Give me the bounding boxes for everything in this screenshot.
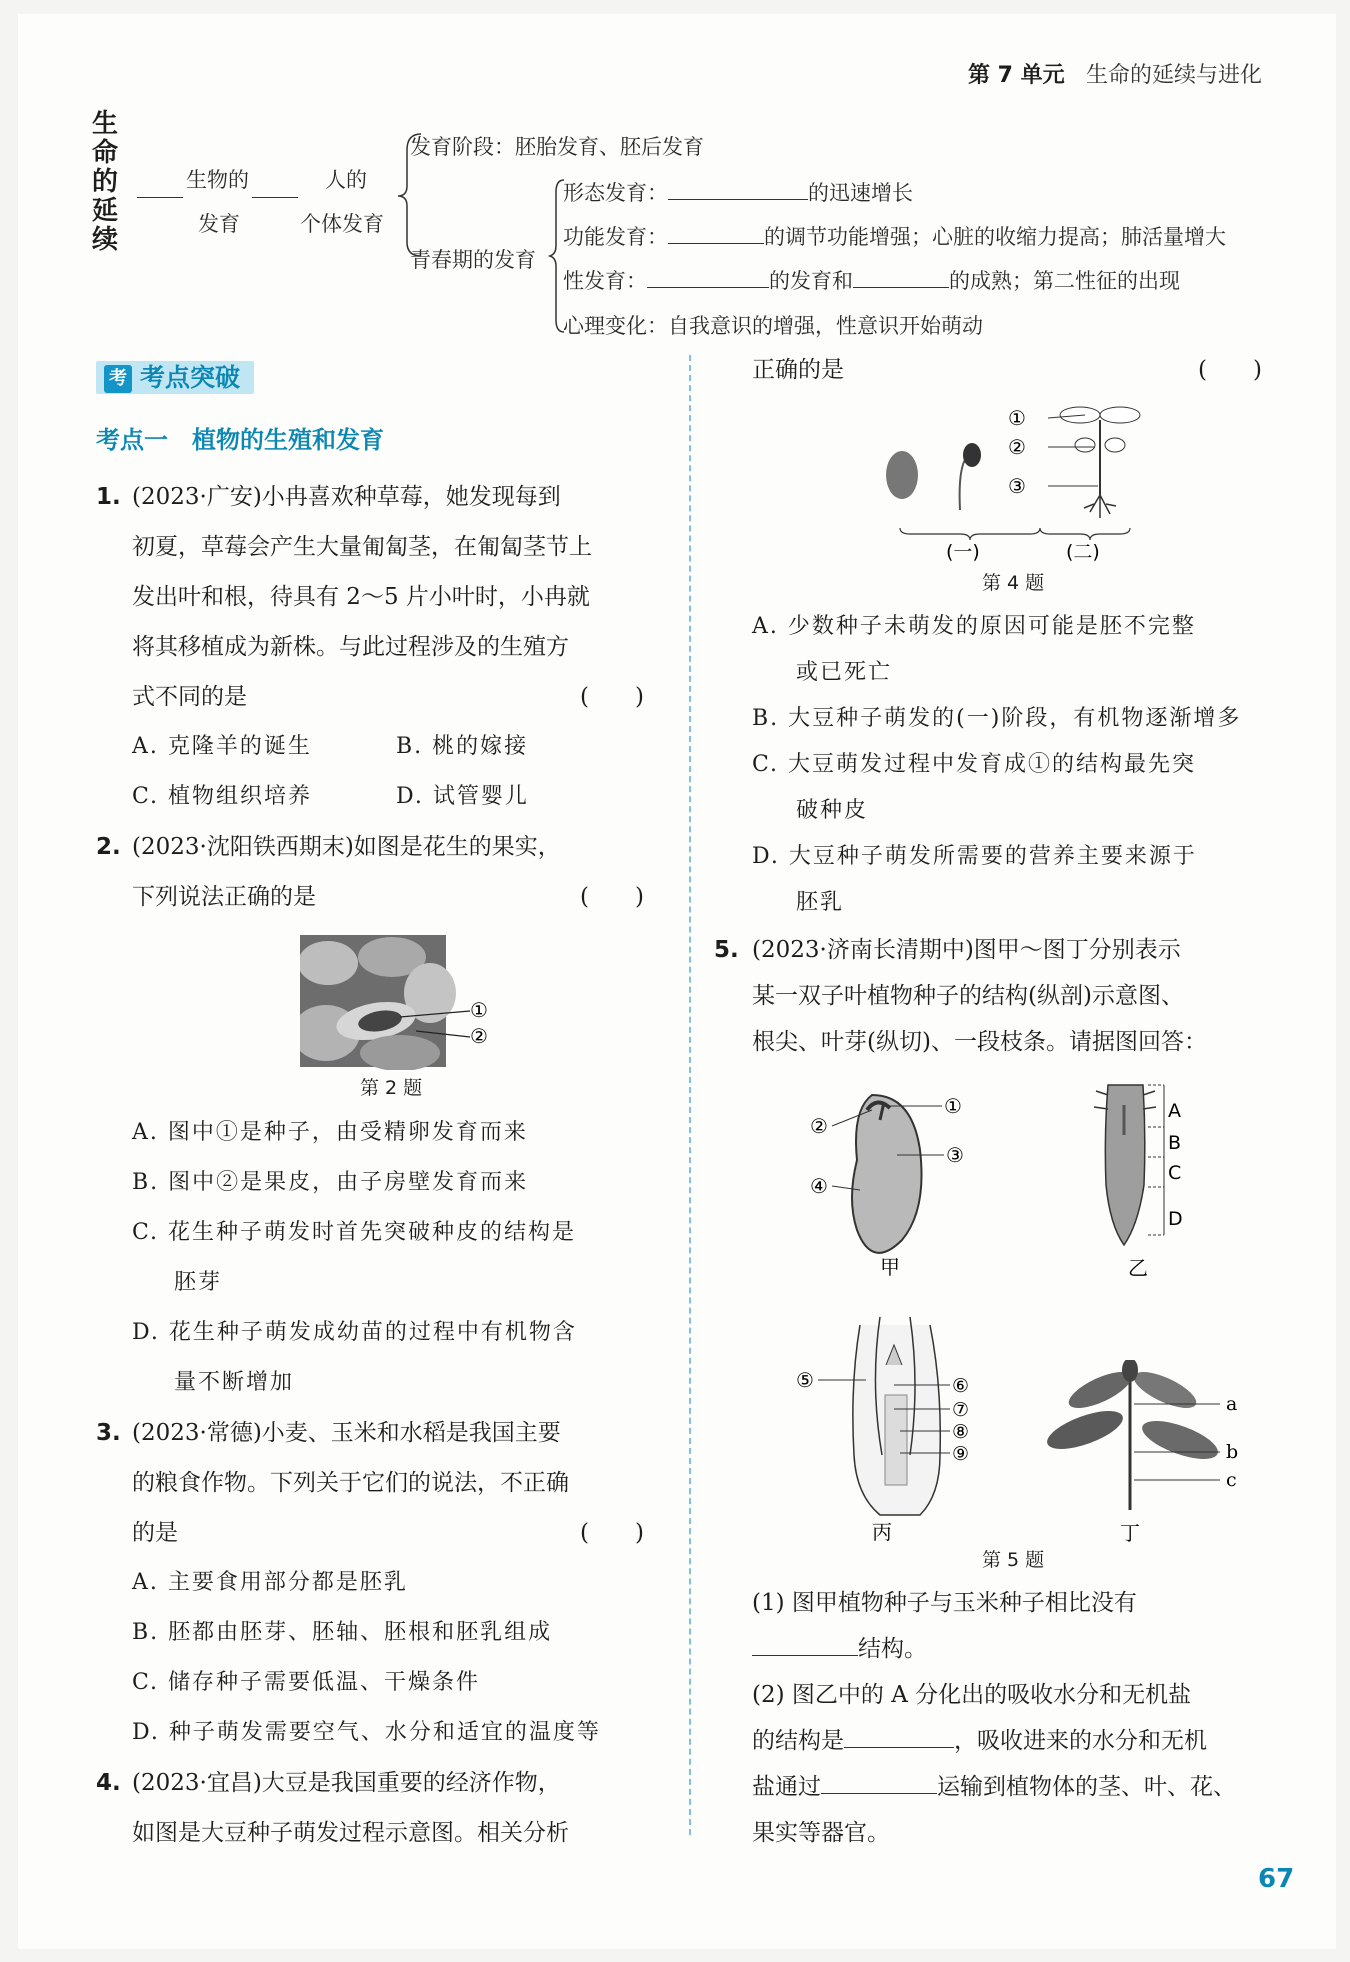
option-d-cont: 胚乳 [796,890,845,915]
connector [137,197,183,198]
fig-label: ② [810,1114,828,1138]
subq-1: (1) 图甲植物种子与玉米种子相比没有 [752,1590,1137,1616]
section-icon: 考 [104,365,132,393]
column-divider [689,355,691,1835]
option-c-cont: 胚芽 [174,1270,223,1295]
peanut-figure [300,935,500,1070]
option-a[interactable]: A. 少数种子未萌发的原因可能是胚不完整 [752,614,1196,639]
figure-caption: 第 4 题 [982,572,1045,594]
root-tip-diagram [1088,1075,1208,1285]
subq-2-line3: 盐通过 运输到植物体的茎、叶、花、 [752,1774,1236,1800]
fig-label: C [1168,1162,1182,1184]
page-number: 67 [1258,1864,1295,1894]
fig-name: 丁 [1120,1521,1140,1545]
stage-label: (二) [1066,541,1100,563]
answer-paren[interactable]: ( ) [580,884,644,910]
answer-blank[interactable] [844,1746,954,1748]
answer-blank[interactable] [752,1654,858,1656]
sex-line: 性发育： 的发育和 的成熟；第二性征的出现 [563,269,1180,293]
fig-label: ③ [946,1143,964,1167]
answer-blank[interactable] [821,1792,937,1794]
puberty-label: 青春期的发育 [410,248,536,272]
kp1-heading: 考点一 植物的生殖和发育 [96,426,384,454]
option-b[interactable]: B. 桃的嫁接 [396,734,529,759]
func-line: 功能发育： 的调节功能增强；心脏的收缩力提高；肺活量增大 [563,225,1226,249]
fig-label: ⑨ [952,1443,970,1465]
option-a[interactable]: A. 图中①是种子，由受精卵发育而来 [132,1120,528,1145]
fig-label: ③ [1008,474,1026,498]
option-d[interactable]: D. 大豆种子萌发所需要的营养主要来源于 [752,844,1197,869]
answer-paren[interactable]: ( ) [580,684,644,710]
branch-diagram [1030,1360,1260,1545]
option-b[interactable]: B. 大豆种子萌发的(一)阶段，有机物逐渐增多 [752,706,1242,731]
subq-2-line2: 的结构是 ，吸收进来的水分和无机 [752,1728,1207,1754]
unit-label: 第 7 单元 [968,63,1065,88]
fig-label: a [1226,1393,1238,1415]
fig-label: ④ [810,1174,828,1198]
fig-label: b [1226,1441,1239,1463]
option-a[interactable]: A. 克隆羊的诞生 [132,734,312,759]
option-a[interactable]: A. 主要食用部分都是胚乳 [132,1570,408,1595]
blank-field[interactable] [853,286,949,288]
subq-2: (2) 图乙中的 A 分化出的吸收水分和无机盐 [752,1682,1192,1708]
fig-name: 乙 [1128,1256,1148,1280]
leaf-bud-diagram [790,1305,990,1545]
morph-line: 形态发育： 的迅速增长 [563,181,913,205]
blank-field[interactable] [647,286,769,288]
figure-caption: 第 2 题 [360,1077,423,1099]
option-d[interactable]: D. 花生种子萌发成幼苗的过程中有机物含 [132,1320,577,1345]
unit-title: 生命的延续与进化 [1086,63,1263,88]
bio-dev-label: 生物的 [186,168,249,192]
soybean-figure [880,400,1160,570]
option-a-cont: 或已死亡 [796,660,893,685]
bio-dev-label-2: 发育 [198,212,240,236]
option-c[interactable]: C. 花生种子萌发时首先突破种皮的结构是 [132,1220,577,1245]
subq-2-line4: 果实等器官。 [752,1820,890,1846]
option-c[interactable]: C. 大豆萌发过程中发育成①的结构最先突 [752,752,1197,777]
fig-label: D [1168,1208,1183,1230]
blank-field[interactable] [668,242,764,244]
option-c[interactable]: C. 储存种子需要低温、干燥条件 [132,1670,481,1695]
answer-paren[interactable]: ( ) [1198,357,1262,383]
option-c-cont: 破种皮 [796,798,869,823]
connector [252,197,298,198]
fig-label: ② [1008,435,1026,459]
option-d[interactable]: D. 种子萌发需要空气、水分和适宜的温度等 [132,1720,601,1745]
human-label: 人的 [325,168,367,192]
option-b[interactable]: B. 胚都由胚芽、胚轴、胚根和胚乳组成 [132,1620,553,1645]
fig-name: 甲 [880,1255,900,1279]
option-d[interactable]: D. 试管婴儿 [396,784,529,809]
fig-label: B [1168,1132,1182,1154]
option-d-cont: 量不断增加 [174,1370,295,1395]
psych-line: 心理变化：自我意识的增强，性意识开始萌动 [563,314,983,338]
option-b[interactable]: B. 图中②是果皮，由子房壁发育而来 [132,1170,529,1195]
fig-label: ⑥ [952,1375,970,1397]
dev-stage: 发育阶段：胚胎发育、胚后发育 [410,135,704,159]
answer-paren[interactable]: ( ) [580,1520,644,1546]
figure-caption: 第 5 题 [982,1549,1045,1571]
fig-label: ① [944,1094,962,1118]
seed-diagram [802,1080,982,1280]
fig-name: 丙 [872,1520,892,1544]
blank-field[interactable] [668,198,808,200]
fig-label: ② [470,1024,488,1048]
fig-label: ⑦ [952,1399,970,1421]
mindmap-root: 生命的延续 [92,109,119,255]
fig-label: ① [470,998,488,1022]
human-label-2: 个体发育 [300,212,384,236]
fig-label: ① [1008,406,1026,430]
option-c[interactable]: C. 植物组织培养 [132,784,313,809]
fig-label: ⑤ [796,1368,814,1392]
fig-label: ⑧ [952,1421,970,1443]
section-heading: 考 考点突破 [96,358,254,394]
fig-label: c [1226,1469,1237,1491]
subq-1-answer: 结构。 [752,1624,927,1674]
fig-label: A [1168,1100,1181,1122]
stage-label: (一) [946,541,980,563]
